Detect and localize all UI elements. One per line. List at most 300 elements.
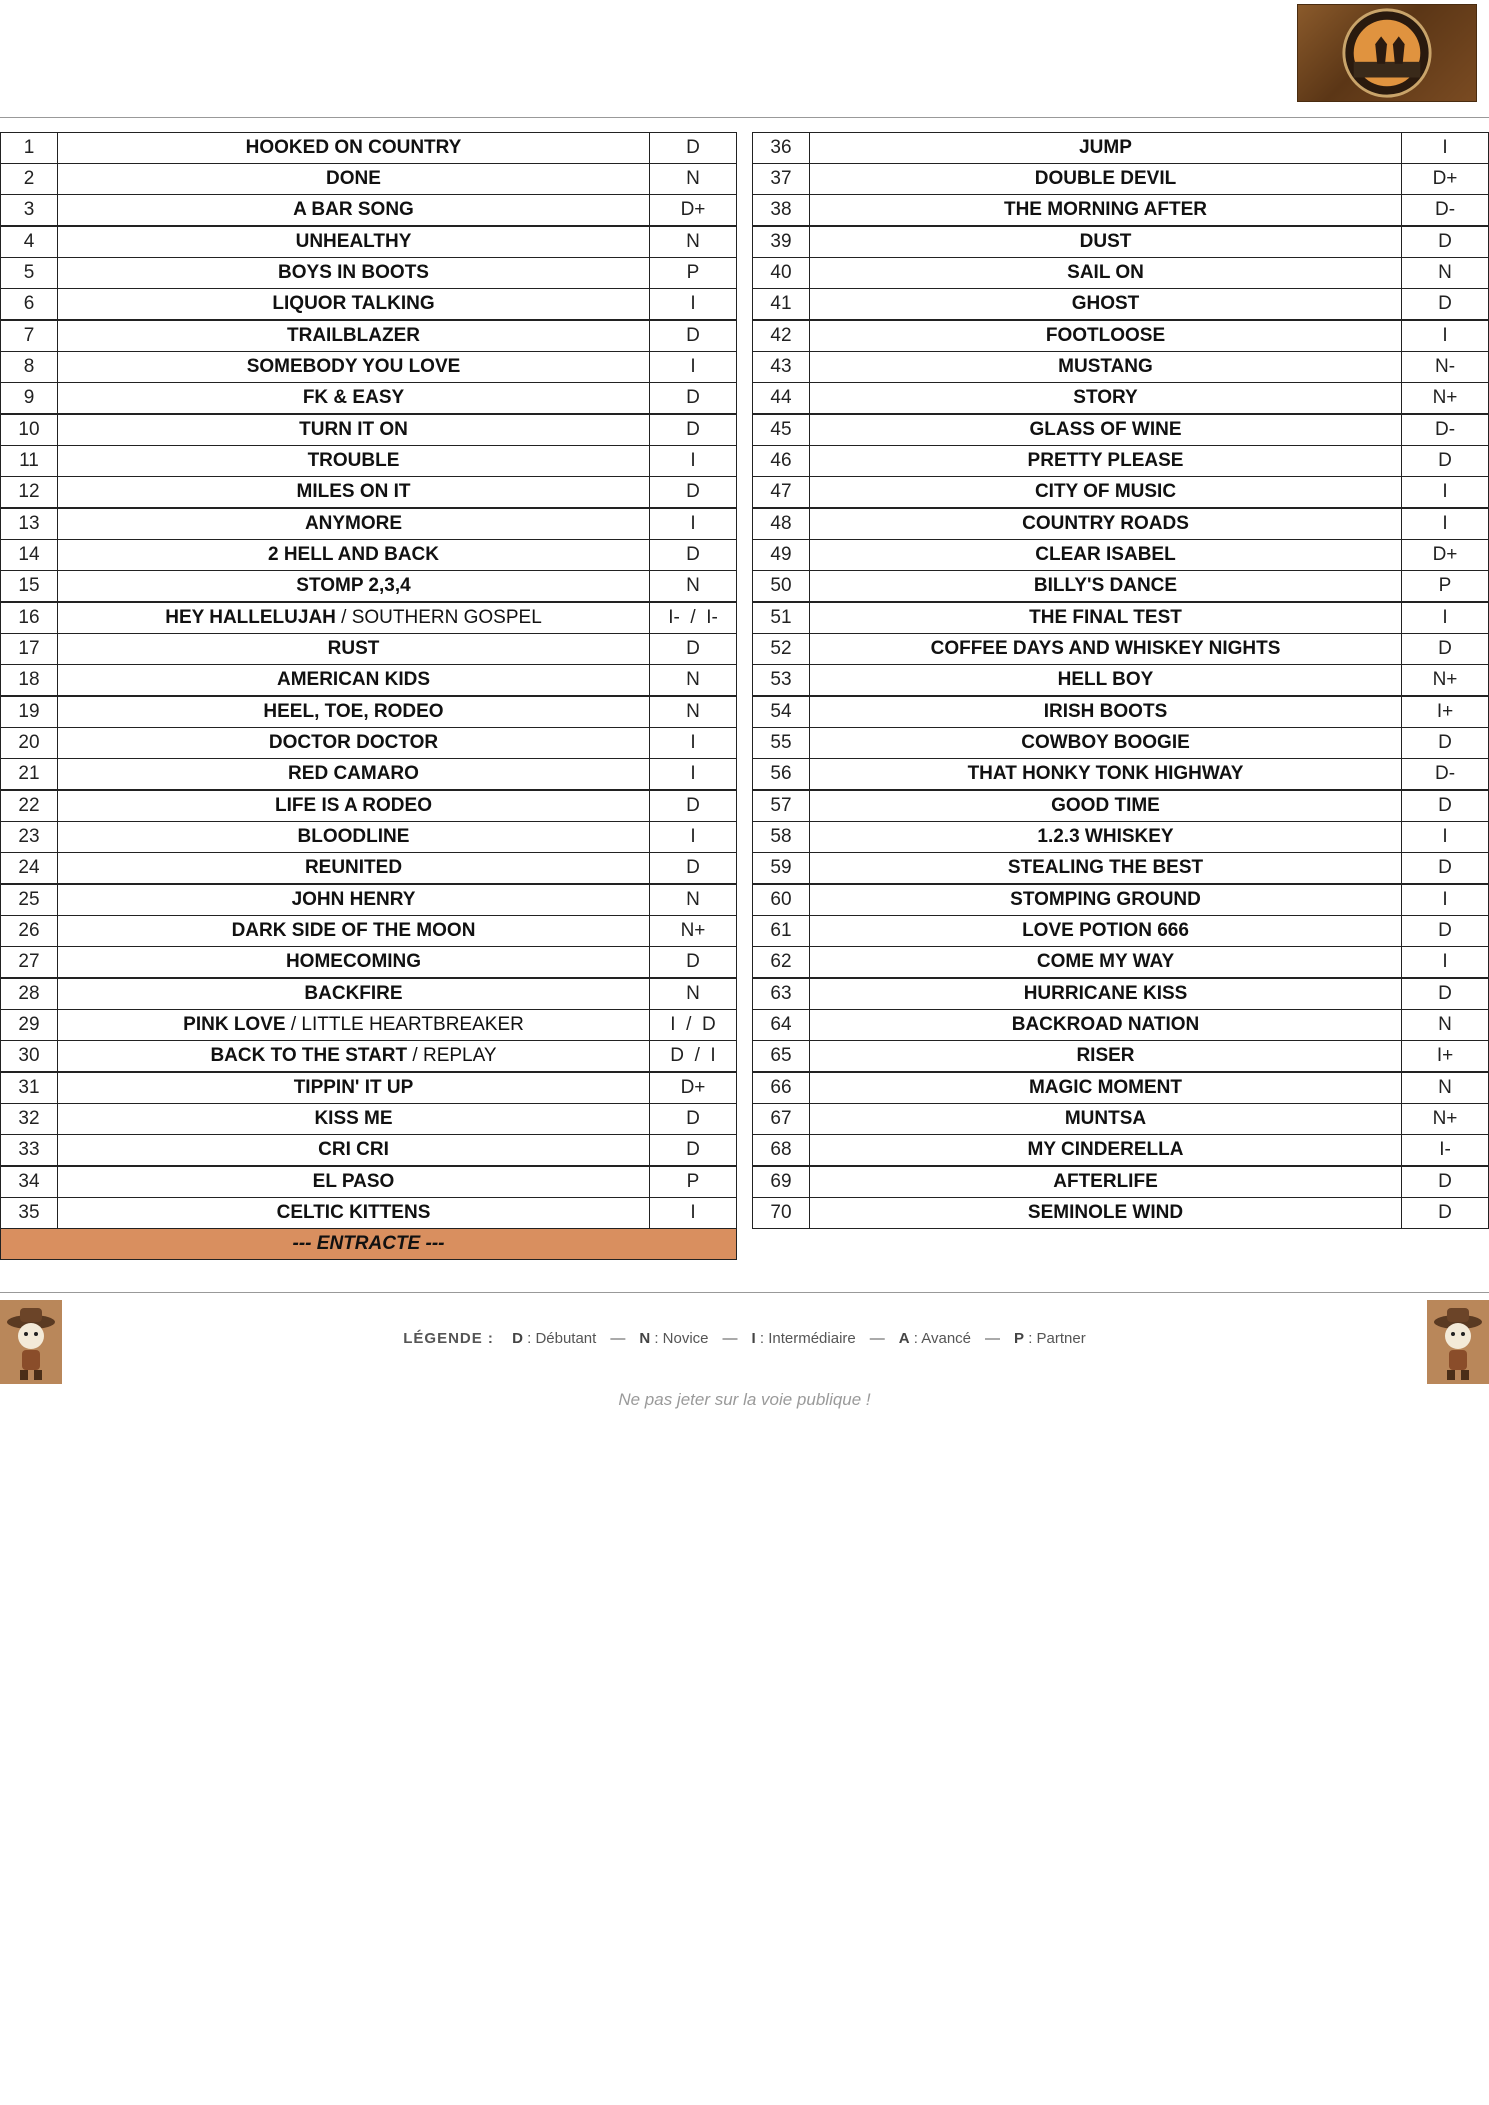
table-row (753, 1104, 1489, 1135)
table-row (753, 540, 1489, 571)
song-title: JUMP (1079, 137, 1132, 158)
song-title: STORY (1073, 387, 1138, 408)
table-row (753, 696, 1489, 728)
table-row (753, 1072, 1489, 1104)
song-level: D (1402, 916, 1489, 947)
song-level: D (650, 1135, 737, 1167)
song-level: I (650, 352, 737, 383)
table-row (1, 1104, 737, 1135)
song-title: RED CAMARO (288, 763, 419, 784)
event-logo (1297, 4, 1477, 102)
song-title: JOHN HENRY (291, 889, 416, 910)
song-title-cell (810, 759, 1402, 791)
song-title-cell (58, 133, 650, 164)
song-level: I (650, 508, 737, 540)
legend-key: N (639, 1330, 651, 1347)
song-title-cell (810, 728, 1402, 759)
song-title: FOOTLOOSE (1045, 325, 1166, 346)
song-level: I (650, 446, 737, 477)
song-title: HOOKED ON COUNTRY (245, 137, 462, 158)
song-list-right (752, 132, 1489, 1229)
table-row (1, 728, 737, 759)
song-title: BACK TO THE START (210, 1045, 408, 1066)
song-title-cell (58, 508, 650, 540)
table-row (753, 1010, 1489, 1041)
song-number: 12 (1, 477, 58, 509)
table-row (1, 508, 737, 540)
table-row (1, 1010, 737, 1041)
song-number: 61 (753, 916, 810, 947)
song-title-cell (58, 1072, 650, 1104)
song-number: 65 (753, 1041, 810, 1073)
song-title: HEY HALLELUJAH (165, 607, 336, 628)
song-title: BOYS IN BOOTS (278, 262, 429, 283)
song-title: MY CINDERELLA (1027, 1139, 1184, 1160)
song-number: 45 (753, 414, 810, 446)
song-title-cell (810, 1041, 1402, 1073)
song-title: SAIL ON (1067, 262, 1144, 283)
song-level: I+ (1402, 696, 1489, 728)
song-title-cell (810, 133, 1402, 164)
song-level: N (650, 226, 737, 258)
table-row (753, 289, 1489, 321)
legend-item (512, 1330, 596, 1347)
song-title-cell (810, 1135, 1402, 1167)
song-level: I (1402, 320, 1489, 352)
song-number: 24 (1, 853, 58, 885)
song-level: N+ (1402, 665, 1489, 697)
table-row (1, 477, 737, 509)
song-number: 23 (1, 822, 58, 853)
song-number: 62 (753, 947, 810, 979)
legend-separator: — (722, 1330, 738, 1347)
table-row (1, 665, 737, 697)
song-level: P (650, 1166, 737, 1198)
song-title-cell (810, 508, 1402, 540)
table-row (1, 790, 737, 822)
song-number: 1 (1, 133, 58, 164)
song-title-cell (58, 1198, 650, 1229)
legend-item (899, 1330, 971, 1347)
song-title-cell (810, 634, 1402, 665)
table-row (1, 634, 737, 665)
song-level: D (650, 383, 737, 415)
table-row (1, 258, 737, 289)
song-title: BLOODLINE (297, 826, 410, 847)
song-title: DONE (326, 168, 381, 189)
table-row (753, 383, 1489, 415)
song-level: D (1402, 446, 1489, 477)
song-title: TIPPIN' IT UP (293, 1077, 414, 1098)
song-title: FK & EASY (302, 387, 405, 408)
song-level: N+ (1402, 383, 1489, 415)
song-number: 30 (1, 1041, 58, 1073)
song-level: I (1402, 133, 1489, 164)
song-title-cell (810, 258, 1402, 289)
song-level: I (650, 822, 737, 853)
song-number: 10 (1, 414, 58, 446)
song-level: D (1402, 289, 1489, 321)
song-level: D (650, 1104, 737, 1135)
song-level: D+ (650, 1072, 737, 1104)
table-row (753, 916, 1489, 947)
table-row (1, 1135, 737, 1167)
song-title: LOVE POTION 666 (1022, 920, 1189, 941)
song-title: GHOST (1071, 293, 1140, 314)
song-title-cell (810, 853, 1402, 885)
song-number: 50 (753, 571, 810, 603)
legend-key: D (512, 1330, 523, 1347)
table-row (1, 853, 737, 885)
table-row (753, 195, 1489, 227)
song-title-cell (58, 978, 650, 1010)
song-number: 64 (753, 1010, 810, 1041)
song-number: 36 (753, 133, 810, 164)
song-title: BILLY'S DANCE (1033, 575, 1178, 596)
song-title-cell (58, 1104, 650, 1135)
table-row (753, 728, 1489, 759)
song-title-cell (58, 665, 650, 697)
song-title-cell (810, 947, 1402, 979)
song-level: D (650, 540, 737, 571)
intermission-label: --- ENTRACTE --- (1, 1229, 737, 1260)
song-level: D (650, 320, 737, 352)
song-number: 21 (1, 759, 58, 791)
song-title: SOMEBODY YOU LOVE (246, 356, 461, 377)
song-title: GLASS OF WINE (1029, 419, 1182, 440)
song-number: 68 (753, 1135, 810, 1167)
song-number: 35 (1, 1198, 58, 1229)
table-row (753, 320, 1489, 352)
song-level: I (650, 759, 737, 791)
song-title: HURRICANE KISS (1023, 983, 1188, 1004)
song-title-cell (58, 916, 650, 947)
song-title: THE MORNING AFTER (1003, 199, 1207, 220)
song-level: D / I (650, 1041, 737, 1073)
song-number: 57 (753, 790, 810, 822)
table-row (753, 508, 1489, 540)
song-title: BACKROAD NATION (1011, 1014, 1200, 1035)
song-title: A BAR SONG (293, 199, 414, 220)
legend-label: : Intermédiaire (755, 1330, 856, 1347)
song-title-cell (58, 884, 650, 916)
song-level: I- / I- (650, 602, 737, 634)
song-level: D- (1402, 195, 1489, 227)
song-level: N (1402, 258, 1489, 289)
song-title-cell (58, 571, 650, 603)
song-title: UNHEALTHY (295, 231, 412, 252)
song-level: D+ (1402, 164, 1489, 195)
song-number: 33 (1, 1135, 58, 1167)
song-level: D (1402, 853, 1489, 885)
song-number: 2 (1, 164, 58, 195)
song-title-cell (58, 759, 650, 791)
song-number: 44 (753, 383, 810, 415)
song-number: 54 (753, 696, 810, 728)
song-title-cell (58, 696, 650, 728)
song-title: COUNTRY ROADS (1022, 513, 1189, 534)
song-number: 59 (753, 853, 810, 885)
song-level: I- (1402, 1135, 1489, 1167)
song-title-cell (810, 383, 1402, 415)
song-level: I / D (650, 1010, 737, 1041)
footer-divider (0, 1292, 1489, 1293)
song-level: N (650, 884, 737, 916)
song-title: PINK LOVE (183, 1014, 286, 1035)
song-number: 63 (753, 978, 810, 1010)
horizon-country-events-logo-icon (1298, 5, 1476, 101)
footer-note: Ne pas jeter sur la voie publique ! (618, 1390, 871, 1409)
song-title: GOOD TIME (1051, 795, 1160, 816)
table-row (1, 164, 737, 195)
song-level: N+ (650, 916, 737, 947)
table-row (1, 759, 737, 791)
song-title: CLEAR ISABEL (1035, 544, 1176, 565)
song-title-cell (810, 540, 1402, 571)
song-title-cell (810, 446, 1402, 477)
table-row (1, 696, 737, 728)
song-level: D (1402, 226, 1489, 258)
song-level: I (1402, 477, 1489, 509)
song-title: LIQUOR TALKING (272, 293, 435, 314)
song-title-cell (810, 822, 1402, 853)
table-row (753, 571, 1489, 603)
table-row (1, 1041, 737, 1073)
song-title: KISS ME (314, 1108, 393, 1129)
legend-label: : Avancé (909, 1330, 972, 1347)
song-title: DOUBLE DEVIL (1034, 168, 1177, 189)
song-number: 6 (1, 289, 58, 321)
song-number: 15 (1, 571, 58, 603)
song-title-cell (58, 289, 650, 321)
song-title-cell (58, 258, 650, 289)
table-row (1, 414, 737, 446)
song-number: 25 (1, 884, 58, 916)
song-title: DUST (1079, 231, 1132, 252)
song-title-cell (810, 1104, 1402, 1135)
song-title: 1.2.3 WHISKEY (1037, 826, 1174, 847)
song-level: I (1402, 602, 1489, 634)
song-title-cell (810, 665, 1402, 697)
song-title-cell (58, 853, 650, 885)
song-title: COWBOY BOOGIE (1021, 732, 1190, 753)
song-title-cell (810, 602, 1402, 634)
song-number: 4 (1, 226, 58, 258)
legend (0, 1330, 1489, 1347)
table-row (753, 133, 1489, 164)
table-row (1, 947, 737, 979)
song-level: D (1402, 790, 1489, 822)
song-title-cell (58, 226, 650, 258)
song-level: D (650, 133, 737, 164)
song-title: RUST (327, 638, 380, 659)
song-number: 56 (753, 759, 810, 791)
song-number: 13 (1, 508, 58, 540)
song-title-cell (58, 352, 650, 383)
song-title-cell (58, 414, 650, 446)
legend-item (1014, 1330, 1086, 1347)
table-row (753, 352, 1489, 383)
song-title-cell (58, 634, 650, 665)
song-number: 26 (1, 916, 58, 947)
legend-title: LÉGENDE : (403, 1330, 494, 1347)
song-title-cell (58, 446, 650, 477)
table-row (753, 853, 1489, 885)
song-level: D (650, 477, 737, 509)
song-level: D (1402, 1198, 1489, 1229)
song-title-cell (810, 226, 1402, 258)
song-level: D (650, 947, 737, 979)
song-title: TRAILBLAZER (287, 325, 420, 346)
song-title-cell (58, 195, 650, 227)
song-number: 55 (753, 728, 810, 759)
song-title-cell (58, 602, 650, 634)
song-title-cell (58, 822, 650, 853)
table-row (1, 571, 737, 603)
song-title: THAT HONKY TONK HIGHWAY (967, 763, 1244, 784)
song-title-cell (810, 1198, 1402, 1229)
song-title-cell (810, 978, 1402, 1010)
table-row (1, 602, 737, 634)
song-level: I (1402, 884, 1489, 916)
song-title-cell (58, 477, 650, 509)
song-title: ANYMORE (304, 513, 403, 534)
table-row (1, 1166, 737, 1198)
song-title-cell (810, 352, 1402, 383)
song-title-cell (810, 916, 1402, 947)
song-number: 29 (1, 1010, 58, 1041)
song-level: D+ (1402, 540, 1489, 571)
song-level: N+ (1402, 1104, 1489, 1135)
table-row (753, 477, 1489, 509)
song-title: AMERICAN KIDS (276, 669, 431, 690)
song-title-cell (58, 1135, 650, 1167)
song-level: D+ (650, 195, 737, 227)
song-title: CRI CRI (318, 1139, 389, 1160)
table-row (753, 226, 1489, 258)
song-number: 52 (753, 634, 810, 665)
song-level: D (650, 414, 737, 446)
song-number: 5 (1, 258, 58, 289)
song-number: 47 (753, 477, 810, 509)
song-level: N (1402, 1072, 1489, 1104)
song-number: 27 (1, 947, 58, 979)
song-title: DARK SIDE OF THE MOON (231, 920, 476, 941)
legend-separator: — (610, 1330, 626, 1347)
legend-separator: — (985, 1330, 1001, 1347)
song-number: 60 (753, 884, 810, 916)
song-number: 53 (753, 665, 810, 697)
song-number: 8 (1, 352, 58, 383)
song-title-cell (58, 1041, 650, 1073)
song-number: 11 (1, 446, 58, 477)
song-number: 34 (1, 1166, 58, 1198)
intermission-row (1, 1229, 737, 1260)
song-title-cell (810, 1072, 1402, 1104)
song-title: LIFE IS A RODEO (275, 795, 432, 816)
table-row (753, 258, 1489, 289)
song-level: I+ (1402, 1041, 1489, 1073)
song-title-cell (810, 195, 1402, 227)
song-number: 67 (753, 1104, 810, 1135)
legend-key: I (751, 1330, 756, 1347)
legend-label: : Novice (650, 1330, 709, 1347)
song-level: I (1402, 508, 1489, 540)
song-level: D (1402, 634, 1489, 665)
song-title: IRISH BOOTS (1043, 701, 1168, 722)
song-level: D (650, 634, 737, 665)
song-title: EL PASO (312, 1171, 395, 1192)
song-title: DOCTOR DOCTOR (268, 732, 439, 753)
song-number: 66 (753, 1072, 810, 1104)
header-divider (0, 117, 1489, 118)
song-level: I (1402, 947, 1489, 979)
table-row (1, 822, 737, 853)
table-row (1, 195, 737, 227)
table-row (1, 884, 737, 916)
song-title-cell (58, 1166, 650, 1198)
legend-separator: — (869, 1330, 885, 1347)
song-title: HELL BOY (1057, 669, 1154, 690)
table-row (1, 446, 737, 477)
song-title-cell (810, 477, 1402, 509)
song-title: AFTERLIFE (1053, 1171, 1158, 1192)
song-number: 38 (753, 195, 810, 227)
song-number: 58 (753, 822, 810, 853)
table-row (753, 665, 1489, 697)
song-alt-title: / REPLAY (407, 1045, 497, 1066)
song-number: 18 (1, 665, 58, 697)
song-number: 20 (1, 728, 58, 759)
song-title-cell (58, 540, 650, 571)
song-level: D (650, 790, 737, 822)
song-title-cell (810, 884, 1402, 916)
song-title-cell (810, 289, 1402, 321)
song-number: 28 (1, 978, 58, 1010)
song-title: RISER (1076, 1045, 1135, 1066)
song-level: D (1402, 978, 1489, 1010)
song-title: MUSTANG (1058, 356, 1153, 377)
song-number: 31 (1, 1072, 58, 1104)
table-row (753, 634, 1489, 665)
song-level: N (650, 978, 737, 1010)
song-title: TROUBLE (307, 450, 400, 471)
song-title-cell (58, 320, 650, 352)
song-number: 17 (1, 634, 58, 665)
table-row (753, 1135, 1489, 1167)
song-number: 37 (753, 164, 810, 195)
song-level: D (650, 853, 737, 885)
song-level: N (650, 164, 737, 195)
song-title: COFFEE DAYS AND WHISKEY NIGHTS (930, 638, 1281, 659)
song-level: N (650, 571, 737, 603)
song-level: D (1402, 1166, 1489, 1198)
song-level: I (650, 289, 737, 321)
table-row (753, 790, 1489, 822)
song-title: TURN IT ON (299, 419, 408, 440)
table-row (753, 1041, 1489, 1073)
table-row (753, 947, 1489, 979)
song-level: I (650, 728, 737, 759)
song-title-cell (58, 728, 650, 759)
song-number: 42 (753, 320, 810, 352)
song-title-cell (58, 164, 650, 195)
table-row (753, 1166, 1489, 1198)
table-row (753, 759, 1489, 791)
table-row (1, 1198, 737, 1229)
song-level: D- (1402, 759, 1489, 791)
song-level: N (1402, 1010, 1489, 1041)
